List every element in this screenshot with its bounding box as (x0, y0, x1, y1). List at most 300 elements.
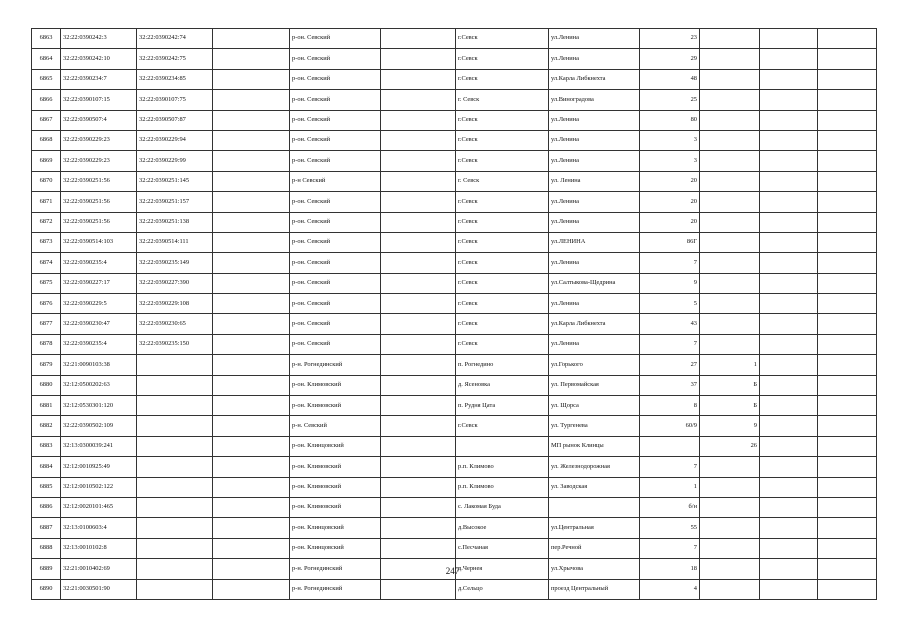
house-number-cell: 9 (640, 273, 700, 293)
locality-cell: г. Севск (456, 90, 549, 110)
object-cadastral-number-cell: 32:22:0390507:87 (137, 110, 213, 130)
empty-cell (213, 90, 290, 110)
district-cell: р-он. Клинцовский (290, 538, 381, 558)
table-row (32, 130, 877, 150)
row-number-cell: 6886 (32, 497, 61, 517)
empty-cell (381, 49, 456, 69)
street-cell: ул.Ленина (549, 130, 640, 150)
district-cell: р-он. Климовский (290, 497, 381, 517)
empty-cell (760, 416, 818, 436)
empty-cell (213, 314, 290, 334)
street-cell: ул.Ленина (549, 294, 640, 314)
building-number-cell (700, 29, 760, 49)
table-row (32, 436, 877, 456)
district-cell: р-он. Севский (290, 29, 381, 49)
district-cell: р-он. Севский (290, 130, 381, 150)
empty-cell (381, 314, 456, 334)
empty-cell (760, 518, 818, 538)
empty-cell (213, 396, 290, 416)
empty-cell (818, 518, 877, 538)
table-row (32, 579, 877, 599)
table-row (32, 396, 877, 416)
row-number-cell: 6879 (32, 355, 61, 375)
house-number-cell: 29 (640, 49, 700, 69)
house-number-cell: 18 (640, 559, 700, 579)
cadastral-number-cell: 32:13:0010102:8 (61, 538, 137, 558)
table-row (32, 294, 877, 314)
empty-cell (760, 90, 818, 110)
building-number-cell: Б (700, 375, 760, 395)
cadastral-number-cell: 32:22:0390242:3 (61, 29, 137, 49)
empty-cell (381, 579, 456, 599)
row-number-cell: 6890 (32, 579, 61, 599)
cadastral-number-cell: 32:22:0390229:5 (61, 294, 137, 314)
empty-cell (818, 90, 877, 110)
object-cadastral-number-cell: 32:22:0390242:74 (137, 29, 213, 49)
locality-cell: г. Севск (456, 171, 549, 191)
empty-cell (760, 69, 818, 89)
empty-cell (381, 69, 456, 89)
district-cell: р-он. Севский (290, 253, 381, 273)
empty-cell (213, 375, 290, 395)
street-cell (549, 497, 640, 517)
row-number-cell: 6871 (32, 192, 61, 212)
empty-cell (760, 171, 818, 191)
cadastral-number-cell: 32:12:0010925:49 (61, 457, 137, 477)
building-number-cell (700, 497, 760, 517)
object-cadastral-number-cell: 32:22:0390235:149 (137, 253, 213, 273)
empty-cell (818, 334, 877, 354)
empty-cell (213, 436, 290, 456)
street-cell: ул.Ленина (549, 253, 640, 273)
empty-cell (818, 538, 877, 558)
locality-cell: г.Севск (456, 69, 549, 89)
empty-cell (381, 497, 456, 517)
cadastral-number-cell: 32:12:0530301:120 (61, 396, 137, 416)
house-number-cell: 20 (640, 212, 700, 232)
building-number-cell (700, 579, 760, 599)
building-number-cell (700, 130, 760, 150)
row-number-cell: 6874 (32, 253, 61, 273)
street-cell: ул.Ленина (549, 29, 640, 49)
table-row (32, 497, 877, 517)
empty-cell (213, 29, 290, 49)
row-number-cell: 6876 (32, 294, 61, 314)
empty-cell (381, 273, 456, 293)
empty-cell (213, 294, 290, 314)
empty-cell (818, 396, 877, 416)
district-cell: р-он. Севский (290, 334, 381, 354)
row-number-cell: 6880 (32, 375, 61, 395)
object-cadastral-number-cell (137, 518, 213, 538)
house-number-cell: 8 (640, 396, 700, 416)
cadastral-number-cell: 32:22:0390229:23 (61, 130, 137, 150)
street-cell: ул. Заводская (549, 477, 640, 497)
district-cell: р-он. Севский (290, 294, 381, 314)
locality-cell: г.Севск (456, 334, 549, 354)
row-number-cell: 6882 (32, 416, 61, 436)
empty-cell (818, 579, 877, 599)
street-cell: пер.Речной (549, 538, 640, 558)
street-cell: ул.Карла Либкнехта (549, 69, 640, 89)
house-number-cell: 7 (640, 334, 700, 354)
empty-cell (818, 497, 877, 517)
locality-cell: д.Высокое (456, 518, 549, 538)
object-cadastral-number-cell: 32:22:0390107:75 (137, 90, 213, 110)
street-cell: ул.Ленина (549, 192, 640, 212)
cadastral-number-cell: 32:21:0030501:90 (61, 579, 137, 599)
empty-cell (213, 192, 290, 212)
empty-cell (213, 538, 290, 558)
district-cell: р-он. Севский (290, 49, 381, 69)
empty-cell (213, 477, 290, 497)
locality-cell: г.Севск (456, 314, 549, 334)
building-number-cell (700, 90, 760, 110)
building-number-cell (700, 171, 760, 191)
empty-cell (760, 232, 818, 252)
row-number-cell: 6866 (32, 90, 61, 110)
district-cell: р-он. Климовский (290, 457, 381, 477)
empty-cell (818, 294, 877, 314)
house-number-cell: 7 (640, 253, 700, 273)
empty-cell (213, 273, 290, 293)
street-cell: ул.Ленина (549, 110, 640, 130)
street-cell: проезд Центральный (549, 579, 640, 599)
district-cell: р-он. Севский (290, 314, 381, 334)
house-number-cell: 3 (640, 130, 700, 150)
object-cadastral-number-cell (137, 355, 213, 375)
locality-cell: д.Чернея (456, 559, 549, 579)
row-number-cell: 6889 (32, 559, 61, 579)
house-number-cell: 80 (640, 110, 700, 130)
empty-cell (760, 130, 818, 150)
empty-cell (818, 151, 877, 171)
empty-cell (381, 355, 456, 375)
empty-cell (213, 457, 290, 477)
building-number-cell: Б (700, 396, 760, 416)
empty-cell (213, 497, 290, 517)
district-cell: р-н. Рогнединский (290, 579, 381, 599)
row-number-cell: 6868 (32, 130, 61, 150)
empty-cell (818, 314, 877, 334)
district-cell: р-он. Климовский (290, 477, 381, 497)
cadastral-number-cell: 32:22:0390514:103 (61, 232, 137, 252)
object-cadastral-number-cell: 32:22:0390251:157 (137, 192, 213, 212)
empty-cell (818, 69, 877, 89)
house-number-cell: 48 (640, 69, 700, 89)
district-cell: р-н. Севский (290, 416, 381, 436)
empty-cell (760, 110, 818, 130)
house-number-cell (640, 436, 700, 456)
cadastral-number-cell: 32:22:0390234:7 (61, 69, 137, 89)
empty-cell (760, 436, 818, 456)
table-row (32, 273, 877, 293)
table-row (32, 314, 877, 334)
street-cell: ул.Хрычова (549, 559, 640, 579)
empty-cell (381, 130, 456, 150)
district-cell: р-он. Севский (290, 212, 381, 232)
table-row (32, 212, 877, 232)
empty-cell (818, 253, 877, 273)
empty-cell (381, 334, 456, 354)
locality-cell: д. Ясеновка (456, 375, 549, 395)
street-cell: ул.Горького (549, 355, 640, 375)
object-cadastral-number-cell: 32:22:0390251:145 (137, 171, 213, 191)
district-cell: р-н Севский (290, 171, 381, 191)
empty-cell (381, 212, 456, 232)
empty-cell (760, 294, 818, 314)
street-cell: ул. Первомайская (549, 375, 640, 395)
object-cadastral-number-cell (137, 538, 213, 558)
row-number-cell: 6864 (32, 49, 61, 69)
empty-cell (760, 253, 818, 273)
empty-cell (213, 253, 290, 273)
cadastral-number-cell: 32:22:0390235:4 (61, 253, 137, 273)
empty-cell (381, 90, 456, 110)
object-cadastral-number-cell (137, 396, 213, 416)
house-number-cell: 20 (640, 192, 700, 212)
table-body (32, 29, 877, 600)
page-number: 247 (445, 566, 460, 576)
object-cadastral-number-cell (137, 416, 213, 436)
street-cell: ул.ЛЕНИНА (549, 232, 640, 252)
cadastral-number-cell: 32:22:0390229:23 (61, 151, 137, 171)
empty-cell (818, 355, 877, 375)
house-number-cell: 7 (640, 457, 700, 477)
district-cell: р-н. Рогнединский (290, 355, 381, 375)
building-number-cell (700, 253, 760, 273)
empty-cell (760, 49, 818, 69)
table-row (32, 518, 877, 538)
empty-cell (818, 457, 877, 477)
object-cadastral-number-cell: 32:22:0390229:94 (137, 130, 213, 150)
locality-cell: г.Севск (456, 416, 549, 436)
empty-cell (760, 375, 818, 395)
district-cell: р-он. Севский (290, 192, 381, 212)
house-number-cell: 55 (640, 518, 700, 538)
row-number-cell: 6888 (32, 538, 61, 558)
house-number-cell: 25 (640, 90, 700, 110)
empty-cell (818, 110, 877, 130)
empty-cell (818, 477, 877, 497)
building-number-cell (700, 477, 760, 497)
table-row (32, 416, 877, 436)
empty-cell (760, 457, 818, 477)
street-cell: ул. Тургенева (549, 416, 640, 436)
empty-cell (818, 171, 877, 191)
empty-cell (381, 457, 456, 477)
locality-cell: с.Песчаная (456, 538, 549, 558)
empty-cell (213, 212, 290, 232)
house-number-cell: 23 (640, 29, 700, 49)
table-row (32, 253, 877, 273)
table-row (32, 232, 877, 252)
house-number-cell: 43 (640, 314, 700, 334)
building-number-cell (700, 538, 760, 558)
locality-cell: г.Севск (456, 110, 549, 130)
house-number-cell: 27 (640, 355, 700, 375)
empty-cell (213, 69, 290, 89)
object-cadastral-number-cell: 32:22:0390230:65 (137, 314, 213, 334)
row-number-cell: 6877 (32, 314, 61, 334)
object-cadastral-number-cell (137, 579, 213, 599)
cadastral-number-cell: 32:22:0390107:15 (61, 90, 137, 110)
row-number-cell: 6875 (32, 273, 61, 293)
object-cadastral-number-cell (137, 375, 213, 395)
empty-cell (818, 416, 877, 436)
empty-cell (381, 232, 456, 252)
empty-cell (381, 171, 456, 191)
object-cadastral-number-cell: 32:22:0390235:150 (137, 334, 213, 354)
table-row (32, 171, 877, 191)
building-number-cell (700, 151, 760, 171)
empty-cell (381, 151, 456, 171)
empty-cell (818, 232, 877, 252)
locality-cell: р.п. Климово (456, 477, 549, 497)
district-cell: р-он. Севский (290, 151, 381, 171)
locality-cell: д.Сельцо (456, 579, 549, 599)
table-row (32, 538, 877, 558)
table-row (32, 457, 877, 477)
house-number-cell: 1 (640, 477, 700, 497)
house-number-cell: 60/9 (640, 416, 700, 436)
table-row (32, 90, 877, 110)
empty-cell (760, 314, 818, 334)
locality-cell: г.Севск (456, 130, 549, 150)
cadastral-number-cell: 32:12:0500202:63 (61, 375, 137, 395)
district-cell: р-н. Рогнединский (290, 559, 381, 579)
empty-cell (213, 416, 290, 436)
building-number-cell (700, 69, 760, 89)
row-number-cell: 6883 (32, 436, 61, 456)
cadastral-number-cell: 32:22:0390507:4 (61, 110, 137, 130)
table-row (32, 334, 877, 354)
cadastral-number-cell: 32:12:0020101:465 (61, 497, 137, 517)
object-cadastral-number-cell: 32:22:0390229:108 (137, 294, 213, 314)
object-cadastral-number-cell (137, 497, 213, 517)
district-cell: р-он. Севский (290, 273, 381, 293)
empty-cell (818, 29, 877, 49)
district-cell: р-он. Клинцовский (290, 436, 381, 456)
building-number-cell (700, 110, 760, 130)
district-cell: р-он. Клинцовский (290, 518, 381, 538)
cadastral-number-cell: 32:13:0300039:241 (61, 436, 137, 456)
table-row (32, 477, 877, 497)
row-number-cell: 6887 (32, 518, 61, 538)
empty-cell (381, 416, 456, 436)
locality-cell: г.Севск (456, 192, 549, 212)
empty-cell (213, 518, 290, 538)
street-cell: ул.Ленина (549, 212, 640, 232)
building-number-cell (700, 273, 760, 293)
street-cell: ул. Щорса (549, 396, 640, 416)
empty-cell (381, 29, 456, 49)
locality-cell: г.Севск (456, 49, 549, 69)
empty-cell (760, 151, 818, 171)
street-cell: ул. Ленина (549, 171, 640, 191)
empty-cell (818, 273, 877, 293)
empty-cell (381, 436, 456, 456)
locality-cell: г.Севск (456, 151, 549, 171)
district-cell: р-он. Севский (290, 90, 381, 110)
empty-cell (213, 171, 290, 191)
house-number-cell: б/н (640, 497, 700, 517)
empty-cell (818, 436, 877, 456)
locality-cell: г.Севск (456, 294, 549, 314)
cadastral-number-cell: 32:21:0010402:69 (61, 559, 137, 579)
empty-cell (381, 396, 456, 416)
empty-cell (213, 110, 290, 130)
row-number-cell: 6865 (32, 69, 61, 89)
empty-cell (381, 375, 456, 395)
cadastral-number-cell: 32:22:0390251:56 (61, 171, 137, 191)
house-number-cell: 37 (640, 375, 700, 395)
registry-table (31, 28, 877, 600)
empty-cell (213, 130, 290, 150)
locality-cell: г.Севск (456, 273, 549, 293)
district-cell: р-он. Севский (290, 232, 381, 252)
table-row (32, 355, 877, 375)
empty-cell (213, 232, 290, 252)
street-cell: ул.Салтыкова-Щедрина (549, 273, 640, 293)
building-number-cell (700, 457, 760, 477)
empty-cell (760, 273, 818, 293)
locality-cell: г.Севск (456, 253, 549, 273)
cadastral-number-cell: 32:22:0390502:109 (61, 416, 137, 436)
empty-cell (381, 538, 456, 558)
object-cadastral-number-cell (137, 477, 213, 497)
street-cell: ул. Железнодорожная (549, 457, 640, 477)
empty-cell (760, 477, 818, 497)
cadastral-number-cell: 32:22:0390242:10 (61, 49, 137, 69)
district-cell: р-он. Севский (290, 69, 381, 89)
street-cell: ул.Карла Либкнехта (549, 314, 640, 334)
cadastral-number-cell: 32:13:0100603:4 (61, 518, 137, 538)
cadastral-number-cell: 32:22:0390235:4 (61, 334, 137, 354)
table-row (32, 110, 877, 130)
empty-cell (213, 579, 290, 599)
cadastral-number-cell: 32:22:0390251:56 (61, 212, 137, 232)
building-number-cell: 26 (700, 436, 760, 456)
street-cell: МП рынок Клинцы (549, 436, 640, 456)
locality-cell: г.Севск (456, 212, 549, 232)
empty-cell (760, 192, 818, 212)
building-number-cell (700, 49, 760, 69)
house-number-cell: 5 (640, 294, 700, 314)
table-row (32, 29, 877, 49)
object-cadastral-number-cell (137, 457, 213, 477)
row-number-cell: 6873 (32, 232, 61, 252)
empty-cell (818, 192, 877, 212)
empty-cell (213, 355, 290, 375)
locality-cell: п. Рогнедино (456, 355, 549, 375)
locality-cell: г.Севск (456, 232, 549, 252)
empty-cell (760, 396, 818, 416)
object-cadastral-number-cell: 32:22:0390234:85 (137, 69, 213, 89)
empty-cell (213, 49, 290, 69)
building-number-cell (700, 294, 760, 314)
empty-cell (381, 477, 456, 497)
cadastral-number-cell: 32:22:0390227:17 (61, 273, 137, 293)
row-number-cell: 6885 (32, 477, 61, 497)
house-number-cell: 3 (640, 151, 700, 171)
house-number-cell: 7 (640, 538, 700, 558)
street-cell: ул.Виноградова (549, 90, 640, 110)
empty-cell (760, 579, 818, 599)
house-number-cell: 86Г (640, 232, 700, 252)
empty-cell (381, 294, 456, 314)
empty-cell (818, 49, 877, 69)
